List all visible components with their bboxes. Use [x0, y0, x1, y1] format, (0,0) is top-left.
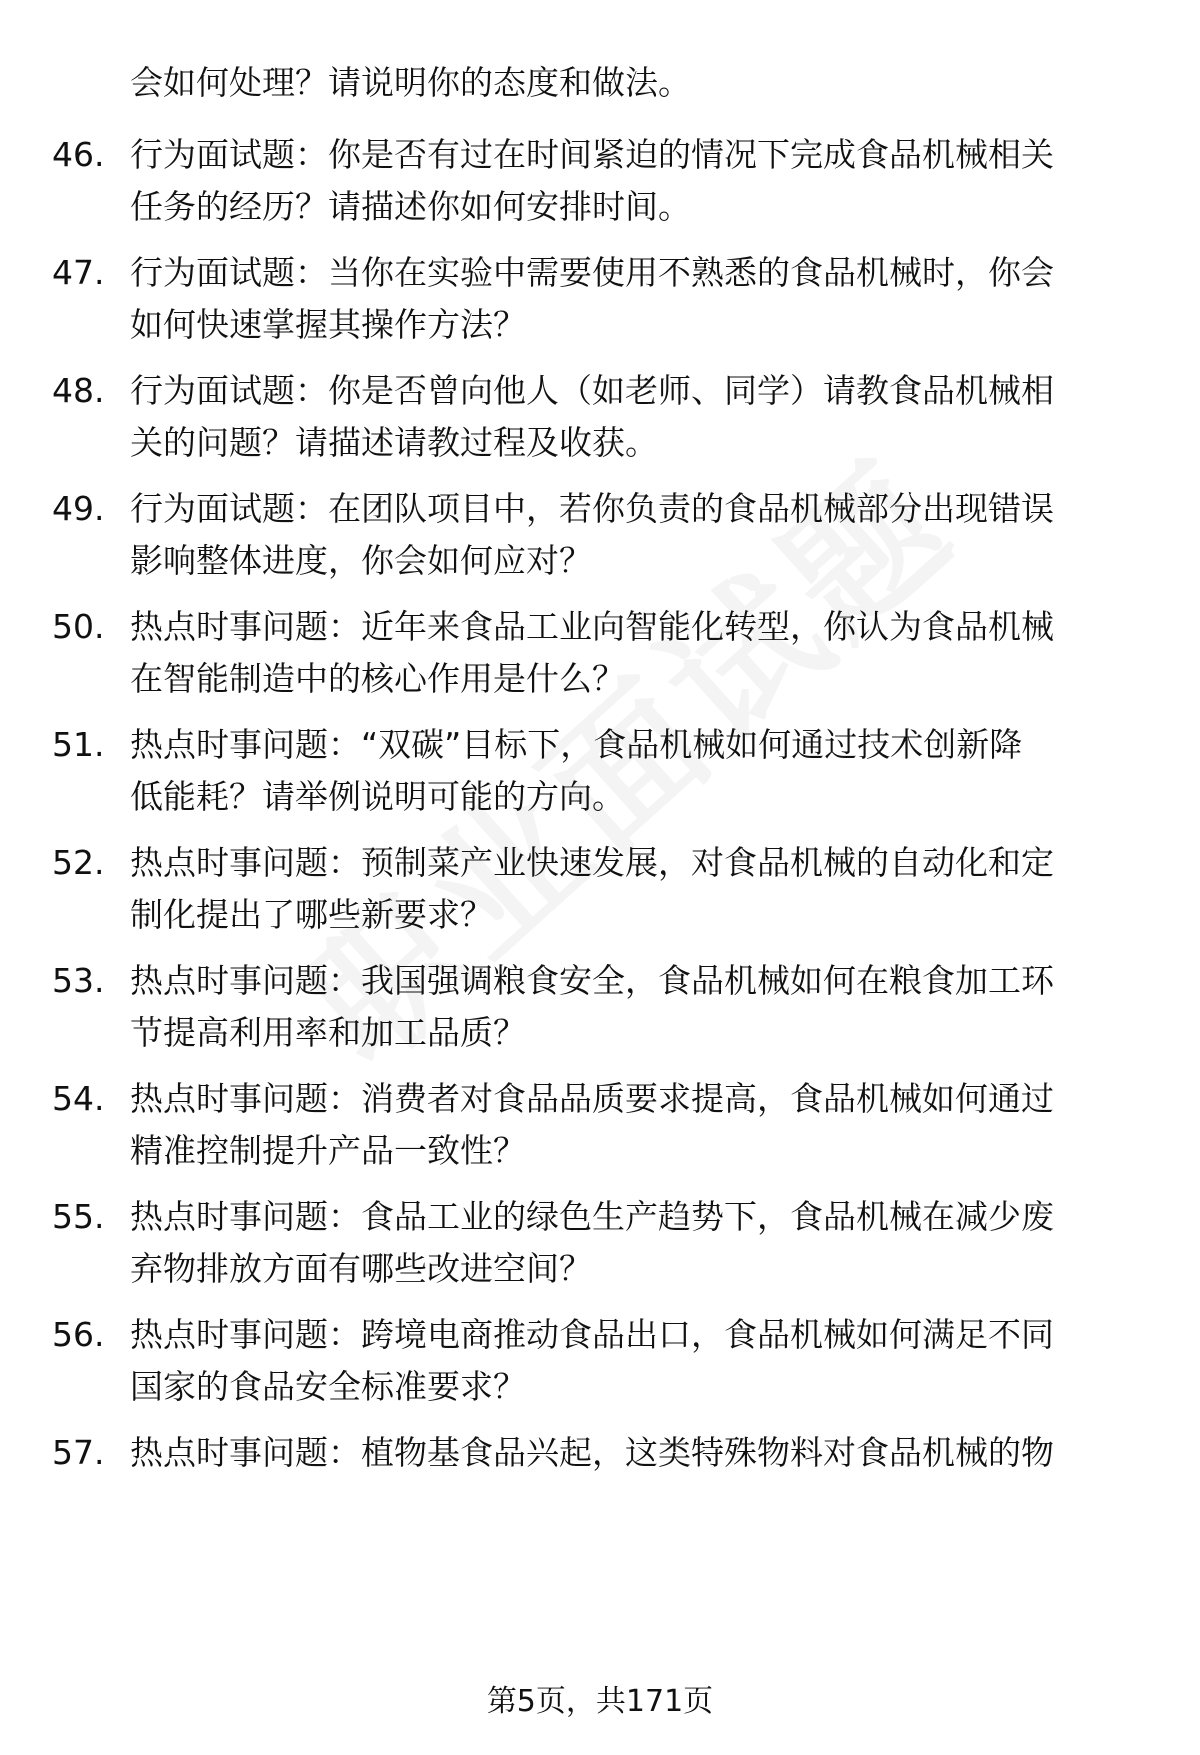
- question-text-line: 弃物排放方面有哪些改进空间？: [130, 1249, 592, 1288]
- question-text-line: 热点时事问题：预制菜产业快速发展，对食品机械的自动化和定: [130, 843, 1054, 882]
- question-item: [0, 130, 1200, 240]
- continued-text: 会如何处理？请说明你的态度和做法。: [130, 63, 691, 102]
- question-number: 57.: [52, 1433, 105, 1472]
- question-text-line: 热点时事问题：近年来食品工业向智能化转型，你认为食品机械: [130, 607, 1054, 646]
- question-item: [0, 838, 1200, 948]
- question-item: [0, 484, 1200, 594]
- question-number: 49.: [52, 489, 105, 528]
- question-text-line: 在智能制造中的核心作用是什么？: [130, 659, 625, 698]
- question-text-line: 热点时事问题：植物基食品兴起，这类特殊物料对食品机械的物: [130, 1433, 1054, 1472]
- question-number: 47.: [52, 253, 105, 292]
- question-item: [0, 956, 1200, 1066]
- question-text-line: 国家的食品安全标准要求？: [130, 1367, 526, 1406]
- question-text-line: 任务的经历？请描述你如何安排时间。: [130, 187, 691, 226]
- question-item: [0, 366, 1200, 476]
- question-number: 51.: [52, 725, 105, 764]
- question-number: 50.: [52, 607, 105, 646]
- question-number: 53.: [52, 961, 105, 1000]
- question-text-line: 热点时事问题：消费者对食品品质要求提高，食品机械如何通过: [130, 1079, 1054, 1118]
- question-text-line: 节提高利用率和加工品质？: [130, 1013, 526, 1052]
- question-text-line: 影响整体进度，你会如何应对？: [130, 541, 592, 580]
- question-text-line: 热点时事问题：跨境电商推动食品出口，食品机械如何满足不同: [130, 1315, 1054, 1354]
- question-text-line: 行为面试题：你是否曾向他人（如老师、同学）请教食品机械相: [130, 371, 1054, 410]
- question-item: [0, 602, 1200, 712]
- question-item: [0, 1192, 1200, 1302]
- question-number: 48.: [52, 371, 105, 410]
- question-number: 55.: [52, 1197, 105, 1236]
- question-text-line: 行为面试题：当你在实验中需要使用不熟悉的食品机械时，你会: [130, 253, 1054, 292]
- question-item: [0, 248, 1200, 358]
- question-number: 52.: [52, 843, 105, 882]
- question-item: [0, 720, 1200, 830]
- question-number: 54.: [52, 1079, 105, 1118]
- question-text-line: 热点时事问题：“双碳”目标下，食品机械如何通过技术创新降: [130, 725, 1023, 764]
- question-text-line: 行为面试题：在团队项目中，若你负责的食品机械部分出现错误: [130, 489, 1054, 528]
- question-number: 46.: [52, 135, 105, 174]
- question-item: [0, 1310, 1200, 1420]
- question-text-line: 低能耗？请举例说明可能的方向。: [130, 777, 625, 816]
- question-item: [0, 1428, 1200, 1538]
- question-text-line: 行为面试题：你是否有过在时间紧迫的情况下完成食品机械相关: [130, 135, 1054, 174]
- question-item: [0, 1074, 1200, 1184]
- question-text-line: 制化提出了哪些新要求？: [130, 895, 493, 934]
- question-number: 56.: [52, 1315, 105, 1354]
- question-text-line: 热点时事问题：食品工业的绿色生产趋势下，食品机械在减少废: [130, 1197, 1054, 1236]
- question-text-line: 关的问题？请描述请教过程及收获。: [130, 423, 658, 462]
- question-text-line: 热点时事问题：我国强调粮食安全，食品机械如何在粮食加工环: [130, 961, 1054, 1000]
- question-text-line: 如何快速掌握其操作方法？: [130, 305, 526, 344]
- page-footer: 第5页，共171页: [486, 1684, 714, 1719]
- question-text-line: 精准控制提升产品一致性？: [130, 1131, 526, 1170]
